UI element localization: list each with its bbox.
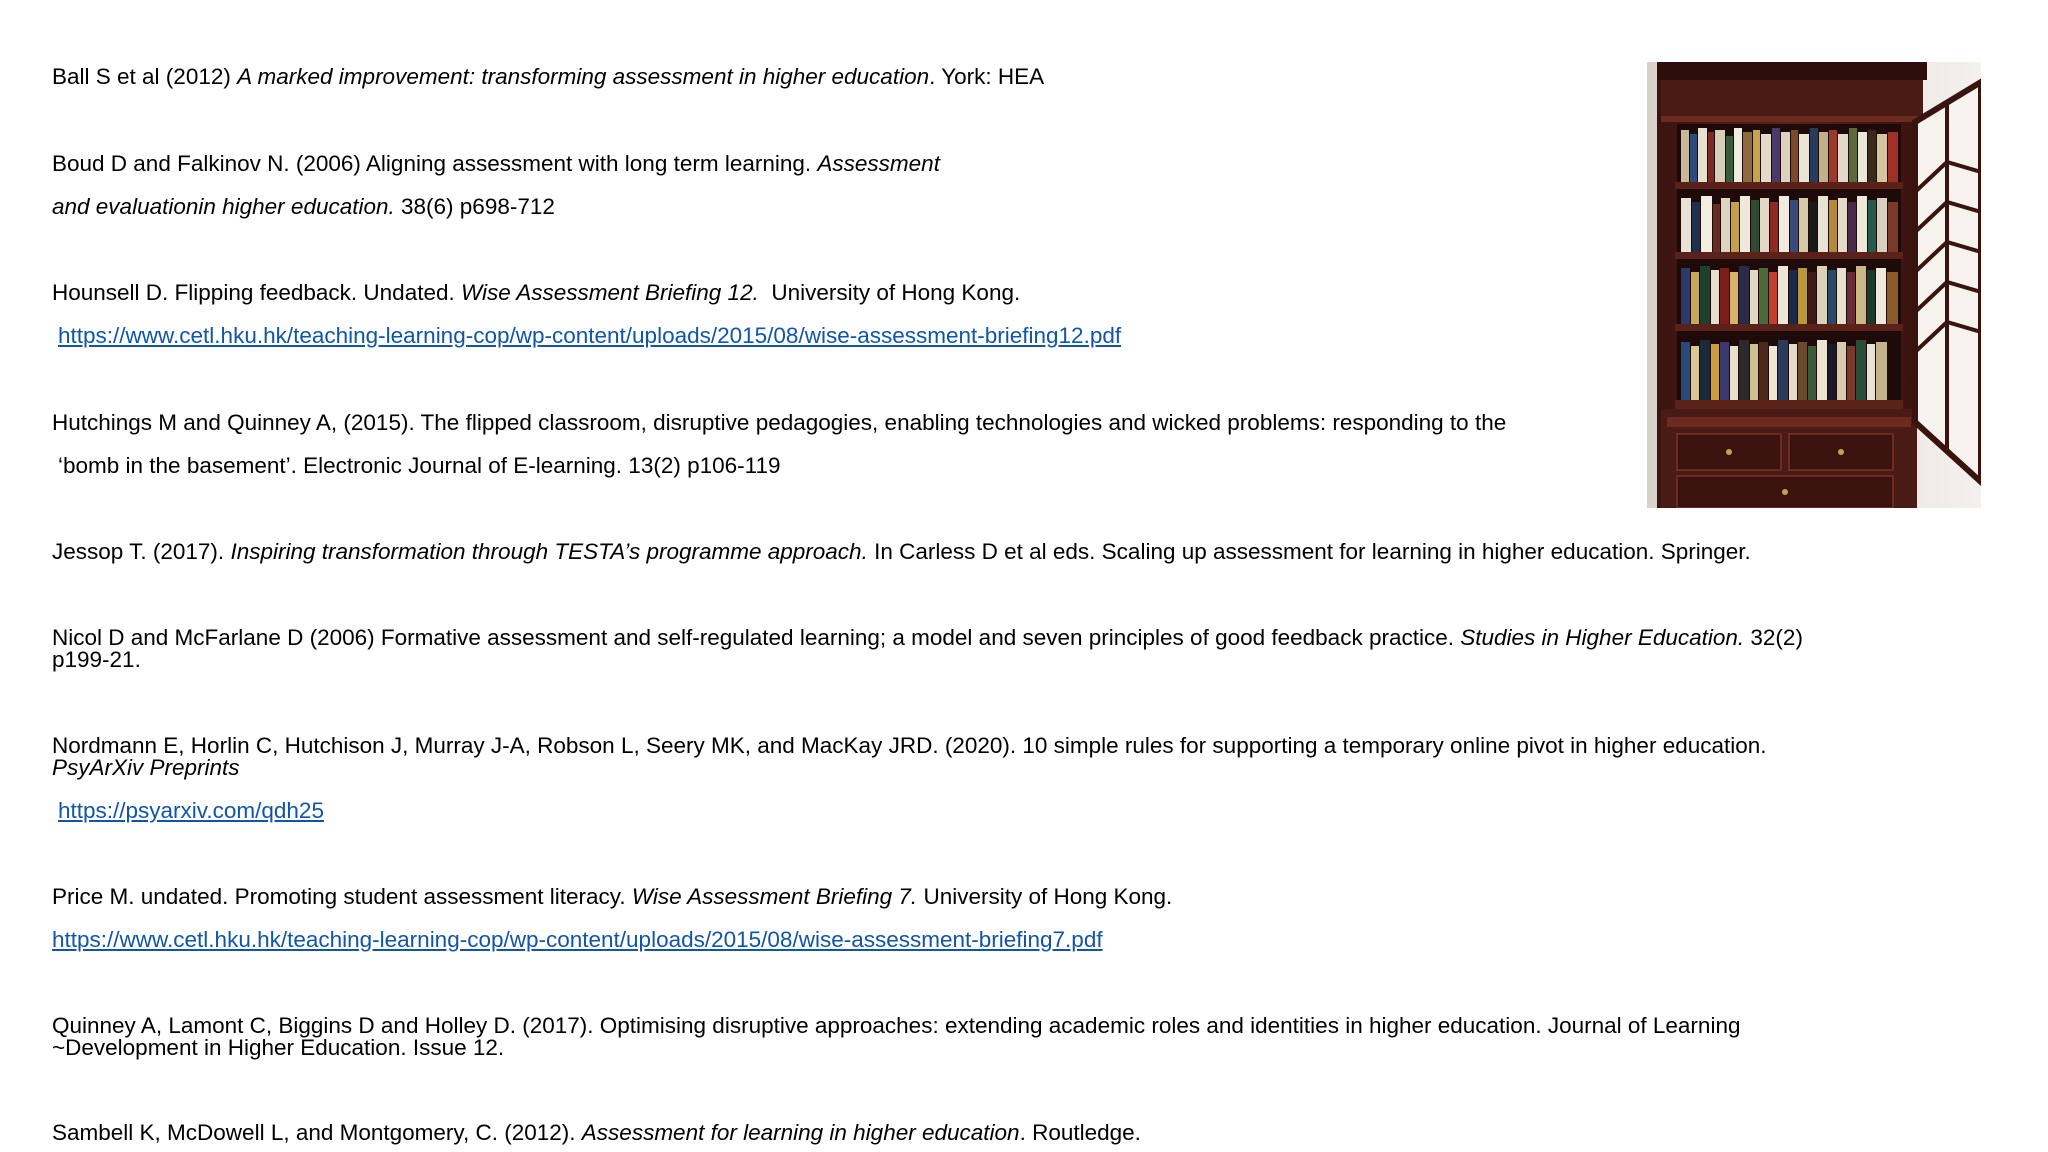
reference-nordmann-link-line (58, 800, 324, 823)
ref-text: p199-21. (52, 647, 141, 672)
reference-hounsell-link-line (58, 325, 1121, 348)
ref-journal: Studies in Higher Education. (1460, 625, 1745, 650)
ref-text: . Routledge. (1019, 1120, 1141, 1145)
reference-jessop (52, 541, 1751, 564)
reference-hounsell (52, 282, 1020, 305)
ref-title: Assessment for learning in higher education (581, 1120, 1020, 1145)
reference-ball (52, 66, 1044, 89)
ref-text: Boud D and Falkinov N. (2006) Aligning assessment with long term learning. (52, 151, 818, 176)
ref-text: Quinney A, Lamont C, Biggins D and Holley D. (2017). Optimising disruptive approaches: extending academic roles and identities in higher education. Journal of Learning (52, 1013, 1741, 1038)
books-row-4 (1681, 340, 1887, 400)
ref-text: 32(2) (1744, 625, 1803, 650)
ref-text: ~Development in Higher Education. Issue 12. (52, 1035, 505, 1060)
ref-text: . York: HEA (929, 64, 1045, 89)
ref-journal: and evaluationin higher education. (52, 194, 395, 219)
ref-text: Price M. undated. Promoting student assessment literacy. (52, 884, 632, 909)
ref-text: Nicol D and McFarlane D (2006) Formative assessment and self-regulated learning; a model and seven principles of good feedback practice. (52, 625, 1461, 650)
ref-text: University of Hong Kong. (758, 280, 1021, 305)
ref-text: 38(6) p698-712 (394, 194, 555, 219)
ref-journal: Wise Assessment Briefing 12. (461, 280, 759, 305)
ref-text: ‘bomb in the basement’. Electronic Journal of E-learning. 13(2) p106-119 (58, 453, 781, 478)
ref-title: A marked improvement: transforming assessment in higher education (237, 64, 930, 89)
ref-text: Jessop T. (2017). (52, 539, 231, 564)
nordmann-url-link[interactable]: https://psyarxiv.com/qdh25 (58, 798, 324, 823)
reference-hutchings (52, 412, 1506, 435)
bookcase-photo (1647, 62, 1981, 508)
ref-title: Inspiring transformation through TESTA’s programme approach. (230, 539, 868, 564)
reference-quinney-line2 (52, 1037, 504, 1060)
ref-journal: PsyArXiv Preprints (52, 755, 240, 780)
reference-hutchings-line2 (58, 455, 781, 478)
books-row-1 (1681, 128, 1898, 182)
books-row-3 (1681, 266, 1898, 324)
hounsell-url-link[interactable]: https://www.cetl.hku.hk/teaching-learning-cop/wp-content/uploads/2015/08/wise-assessment-briefing12.pdf (58, 323, 1122, 348)
ref-text: Sambell K, McDowell L, and Montgomery, C. (2012). (52, 1120, 582, 1145)
reference-price-link-line (52, 929, 1103, 952)
reference-nicol (52, 627, 1803, 650)
ref-text: Hutchings M and Quinney A, (2015). The flipped classroom, disruptive pedagogies, enabling technologies and wicked problems: responding to the (52, 410, 1507, 435)
ref-text: In Carless D et al eds. Scaling up assessment for learning in higher education. Springer. (867, 539, 1751, 564)
bookcase-illustration (1647, 62, 1981, 508)
reference-nicol-line2 (52, 649, 141, 672)
reference-price (52, 886, 1172, 909)
price-url-link[interactable]: https://www.cetl.hku.hk/teaching-learning-cop/wp-content/uploads/2015/08/wise-assessment-briefing7.pdf (52, 927, 1103, 952)
ref-text: Ball S et al (2012) (52, 64, 238, 89)
reference-nordmann-line2 (52, 757, 240, 780)
ref-text: Nordmann E, Horlin C, Hutchison J, Murray J-A, Robson L, Seery MK, and MacKay JRD. (2020). 10 simple rules for supporting a temporary online pivot in higher education. (52, 733, 1767, 758)
ref-journal: Assessment (817, 151, 940, 176)
ref-text: Hounsell D. Flipping feedback. Undated. (52, 280, 461, 305)
ref-text: University of Hong Kong. (917, 884, 1173, 909)
reference-nordmann (52, 735, 1767, 758)
ref-journal: Wise Assessment Briefing 7. (631, 884, 918, 909)
reference-boud (52, 153, 940, 176)
reference-boud-line2 (52, 196, 555, 219)
reference-sambell (52, 1122, 1141, 1145)
